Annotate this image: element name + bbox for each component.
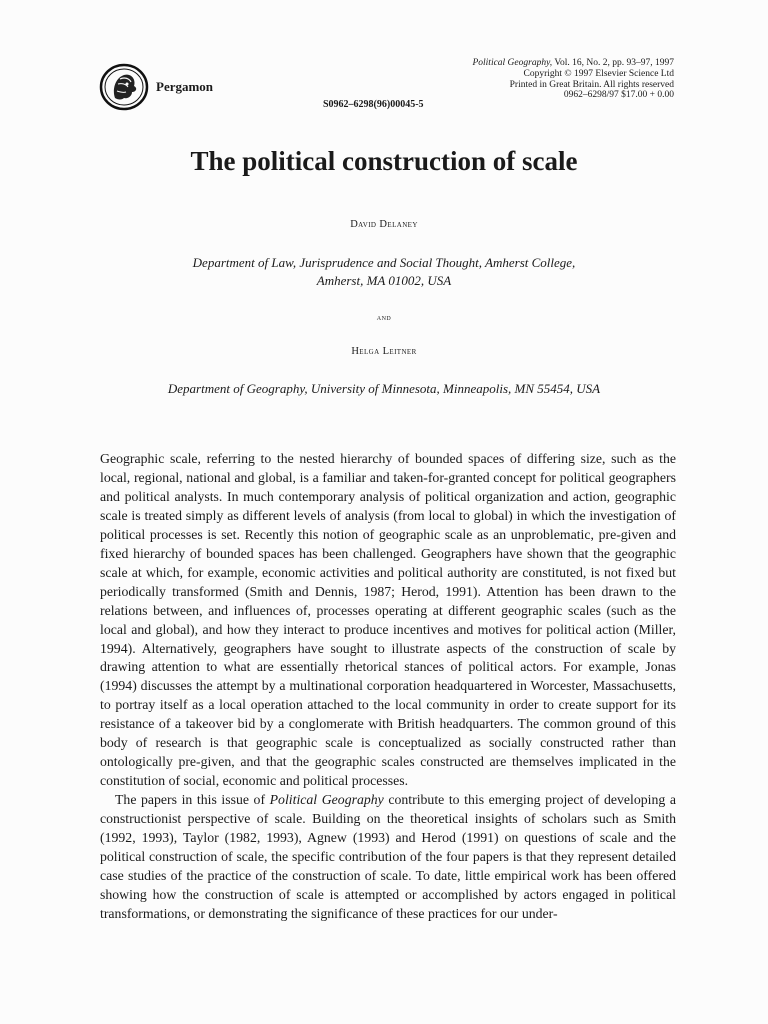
author-name: Helga Leitner <box>351 346 417 357</box>
affiliation-line: Amherst, MA 01002, USA <box>316 273 452 288</box>
pii-code: S0962–6298(96)00045-5 <box>323 99 424 110</box>
printed-line: Printed in Great Britain. All rights reserved <box>509 79 674 90</box>
author-separator: and <box>376 312 392 322</box>
journal-details: Vol. 16, No. 2, pp. 93–97, 1997 <box>552 58 674 68</box>
citation-journal-line <box>472 58 674 69</box>
paragraph-text: contribute to this emerging project of developing a constructionist perspective of scale. Building on the theoretical insights of scholars such as Smith (1992, 1993), Taylor (1982, 1993), Agnew (1993) and Herod (1991) on questions of scale and the political construction of scale, the specific contribution of the four papers is that they represent detailed case studies of the practice of the construction of scale. To date, little empirical work has been offered showing how the construction of scale is attempted or accomplished by actors engaged in political transformations, or demonstrating the significance of these practices for our under- <box>100 792 676 921</box>
author-affiliation <box>0 254 768 290</box>
copyright-line: Copyright © 1997 Elsevier Science Ltd <box>523 68 674 79</box>
publisher-logo <box>98 62 213 112</box>
body-paragraph: Geographic scale, referring to the nested hierarchy of bounded spaces of differing size, such as the local, regional, national and global, is a familiar and taken-for-granted concept for political geographers and political analysts. In much contemporary analysis of political organization and action, geographic scale is treated simply as different levels of analysis (from local to global) in which the investigation of political processes is set. Recently this notion of geographic scale as an unproblematic, pre-given and fixed hierarchy of bounded spaces has been challenged. Geographers have shown that the geographic scale at which, for example, economic activities and political authority are constituted, is not fixed but periodically transformed (Smith and Dennis, 1987; Herod, 1991). Attention has been drawn to the relations between, and influences of, processes operating at different geographic scales (such as the local and global), and how they interact to produce incentives and motives for political action (Miller, 1994). Alternatively, geographers have sought to illustrate aspects of the construction of scale by drawing attention to what are essentially rhetorical stances of political actors. For example, Jonas (1994) discusses the attempt by a multinational corporation headquartered in Worcester, Massachusetts, to portray itself as a local operation attached to the local community in order to create support for its resistance of a takeover bid by a conglomerate with British headquarters. The common ground of this body of research is that geographic scale is conceptualized as socially constructed rather than ontologically pre-given, and that the geographic scales constructed are themselves implicated in the constitution of social, economic and political processes. <box>100 451 676 789</box>
author-affiliation <box>0 380 768 398</box>
affiliation-line: Department of Geography, University of Minnesota, Minneapolis, MN 55454, USA <box>167 381 601 396</box>
article-title: The political construction of scale <box>190 146 578 176</box>
issn-line: 0962–6298/97 $17.00 + 0.00 <box>563 90 674 101</box>
publisher-name: Pergamon <box>156 79 214 94</box>
affiliation-line: Department of Law, Jurisprudence and Social Thought, Amherst College, <box>192 255 576 270</box>
body-paragraph <box>100 791 676 924</box>
paragraph-text: The papers in this issue of <box>115 792 270 808</box>
journal-reference: Political Geography <box>269 792 384 808</box>
citation-block <box>472 58 674 101</box>
author-name: David Delaney <box>350 219 418 230</box>
journal-name: Political Geography, <box>472 58 553 68</box>
publisher-seal-icon <box>98 62 150 112</box>
article-body <box>100 450 676 924</box>
